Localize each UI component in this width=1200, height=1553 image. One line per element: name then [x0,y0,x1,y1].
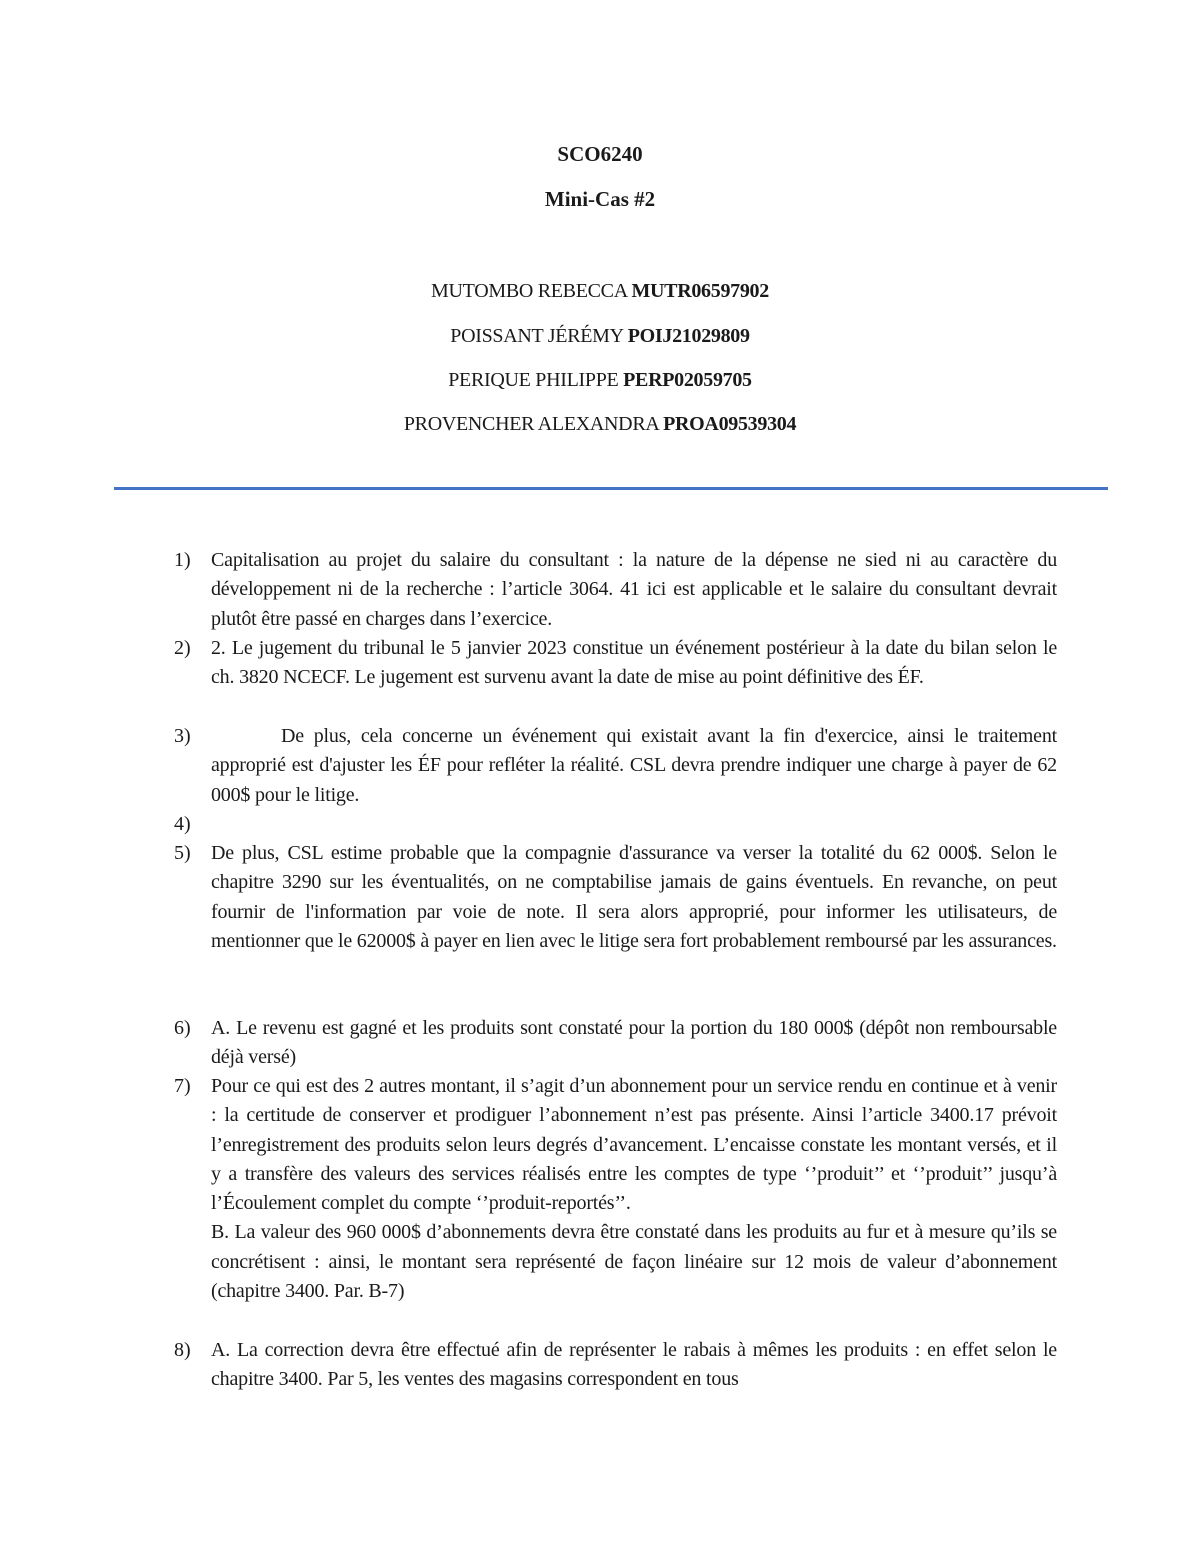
answer-number: 8) [174,1339,191,1361]
member-name: POISSANT JÉRÉMY [450,325,624,347]
answer-paragraph: 2. Le jugement du tribunal le 5 janvier 2023 constitue un événement postérieur à la date du bilan selon le ch. 3820 NCECF. Le jugement est survenu avant la date de mise au point définitive des ÉF. [211,637,1057,689]
course-code: SCO6240 [557,142,643,166]
assignment-title: Mini-Cas #2 [544,187,656,211]
header-divider [114,487,1108,490]
answer-number: 2) [174,637,191,659]
member-name: PROVENCHER ALEXANDRA [403,413,659,435]
team-member [0,413,1200,436]
member-code: PROA09539304 [663,413,797,435]
member-code: POIJ21029809 [627,325,750,347]
answer-number: 3) [174,725,191,747]
answer-text [211,839,1057,956]
answer-number: 4) [174,813,191,835]
answer-paragraph: De plus, cela concerne un événement qui existait avant la fin d'exercice, ainsi le traitement approprié est d'ajuster les ÉF pour refléter la réalité. CSL devra prendre indiquer une charge à payer de 62 000$ pour le litige. [211,725,1057,806]
answer-paragraph: Capitalisation au projet du salaire du consultant : la nature de la dépense ne sied ni au caractère du développement ni de la recherche : l’article 3064. 41 ici est applicable et le salaire du consultant devrait plutôt être passé en charges dans l’exercice. [211,549,1057,630]
answer-text [211,634,1057,693]
answer-text [211,1014,1057,1073]
answer-paragraph: Pour ce qui est des 2 autres montant, il s’agit d’un abonnement pour un service rendu en continue et à venir : la certitude de conserver et prodiguer l’abonnement n’est pas présente. Ainsi l’article 3400.17 prévoit l’enregistrement des produits selon leurs degrés d’avancement. L’encaisse constate les montant versés, et il y a transfère des valeurs des services réalisés entre les comptes de type ‘’produit’’ et ‘’produit’’ jusqu’à l’Écoulement complet du compte ‘’produit-reportés’’. [211,1075,1057,1215]
answer-text [211,1072,1057,1306]
answer-text [211,722,1057,810]
member-code: PERP02059705 [623,369,752,391]
answer-paragraph: De plus, CSL estime probable que la compagnie d'assurance va verser la totalité du 62 000$. Selon le chapitre 3290 sur les éventualités, on ne comptabilise jamais de gains éventuels. En revanche, on peut fournir de l'information par voie de note. Il sera alors approprié, pour informer les utilisateurs, de mentionner que le 62000$ à payer en lien avec le litige sera fort probablement remboursé par les assurances. [211,842,1057,952]
member-name: PERIQUE PHILIPPE [448,369,619,391]
answer-paragraph: A. La correction devra être effectué afin de représenter le rabais à mêmes les produits : en effet selon le chapitre 3400. Par 5, les ventes des magasins correspondent en tous [211,1339,1057,1391]
answer-number: 6) [174,1017,191,1039]
answer-number: 5) [174,842,191,864]
answer-number: 1) [174,549,191,571]
team-member [0,325,1200,348]
team-member [0,280,1200,303]
member-name: MUTOMBO REBECCA [431,280,627,302]
answer-text [211,546,1057,634]
answer-number: 7) [174,1075,191,1097]
member-code: MUTR06597902 [631,280,769,302]
answer-text [211,1336,1057,1395]
answer-paragraph: B. La valeur des 960 000$ d’abonnements devra être constaté dans les produits au fur et à mesure qu’ils se concrétisent : ainsi, le montant sera représenté de façon linéaire sur 12 mois de valeur d’abonnement (chapitre 3400. Par. B-7) [211,1221,1057,1303]
team-member [0,369,1200,392]
answer-paragraph: A. Le revenu est gagné et les produits sont constaté pour la portion du 180 000$ (dépôt non remboursable déjà versé) [211,1017,1057,1069]
